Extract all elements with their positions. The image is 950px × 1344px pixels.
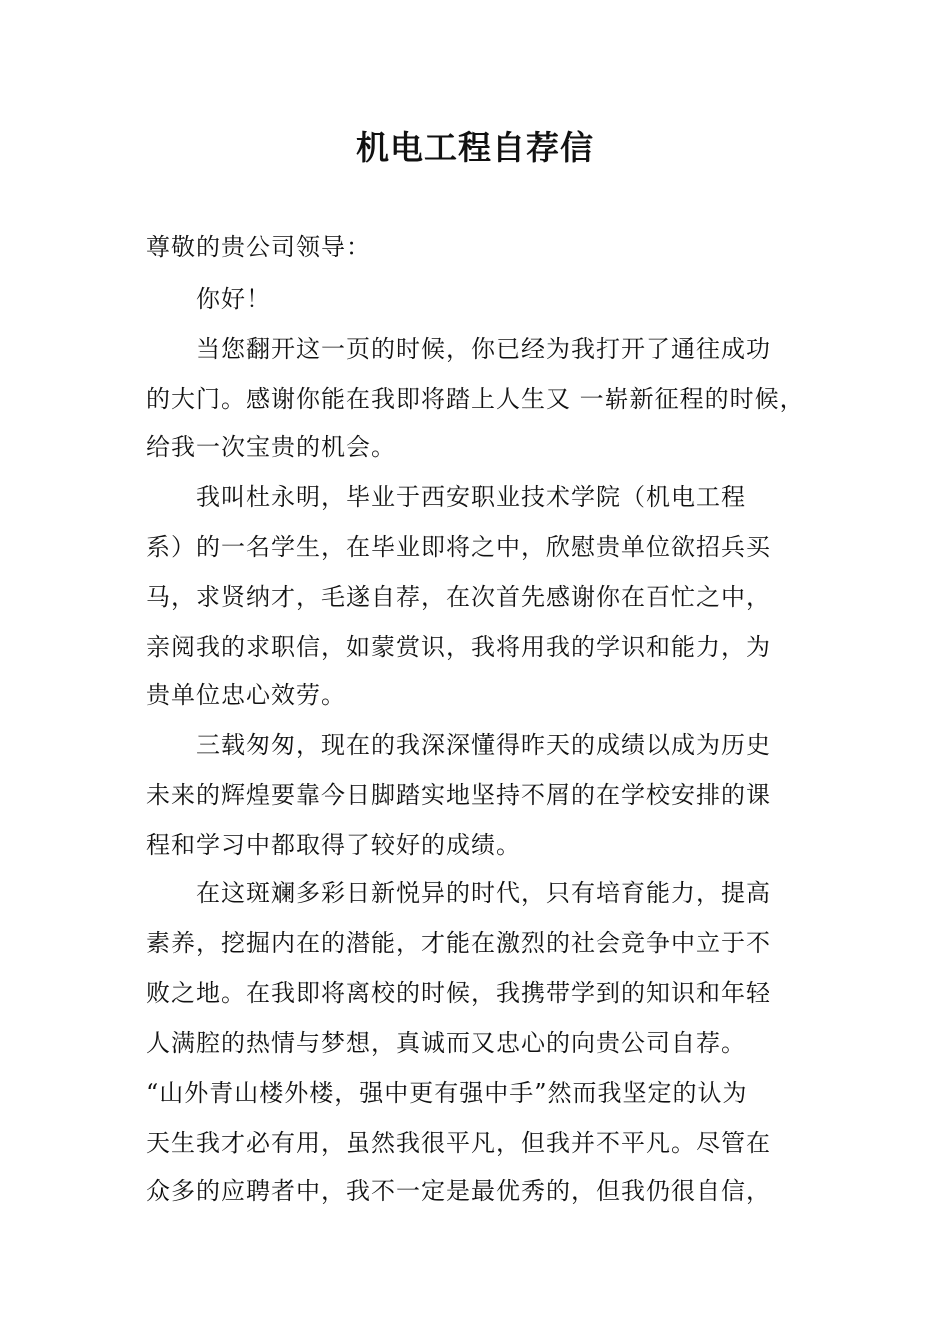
text-line: 给我一次宝贵的机会。 xyxy=(146,433,396,461)
text-line: “山外青山楼外楼，强中更有强中手”然而我坚定的认为 xyxy=(146,1079,748,1107)
text-line: 天生我才必有用，虽然我很平凡，但我并不平凡。尽管在 xyxy=(146,1129,771,1157)
document-title: 机电工程自荐信 xyxy=(356,128,594,167)
text-line: 人满腔的热情与梦想，真诚而又忠心的向贵公司自荐。 xyxy=(146,1029,746,1057)
text-line: 的大门。感谢你能在我即将踏上人生又 一崭新征程的时候， xyxy=(146,385,805,413)
text-line: 马，求贤纳才，毛遂自荐，在次首先感谢你在百忙之中， xyxy=(146,583,771,611)
greeting: 你好！ xyxy=(196,285,271,313)
text-line: 当您翻开这一页的时候，你已经为我打开了通往成功 xyxy=(196,335,771,363)
text-line: 在这斑斓多彩日新悦异的时代，只有培育能力，提高 xyxy=(196,879,771,907)
text-line: 我叫杜永明，毕业于西安职业技术学院（机电工程 xyxy=(196,483,746,511)
text-line: 未来的辉煌要靠今日脚踏实地坚持不屑的在学校安排的课 xyxy=(146,781,771,809)
text-line: 败之地。在我即将离校的时候，我携带学到的知识和年轻 xyxy=(146,979,771,1007)
text-line: 系）的一名学生，在毕业即将之中，欣慰贵单位欲招兵买 xyxy=(146,533,771,561)
salutation: 尊敬的贵公司领导： xyxy=(146,233,371,261)
text-line: 众多的应聘者中，我不一定是最优秀的，但我仍很自信， xyxy=(146,1177,771,1205)
text-line: 三载匆匆，现在的我深深懂得昨天的成绩以成为历史 xyxy=(196,731,771,759)
text-line: 程和学习中都取得了较好的成绩。 xyxy=(146,831,521,859)
text-line: 亲阅我的求职信，如蒙赏识，我将用我的学识和能力，为 xyxy=(146,633,771,661)
text-line: 素养，挖掘内在的潜能，才能在激烈的社会竞争中立于不 xyxy=(146,929,771,957)
text-line: 贵单位忠心效劳。 xyxy=(146,681,346,709)
